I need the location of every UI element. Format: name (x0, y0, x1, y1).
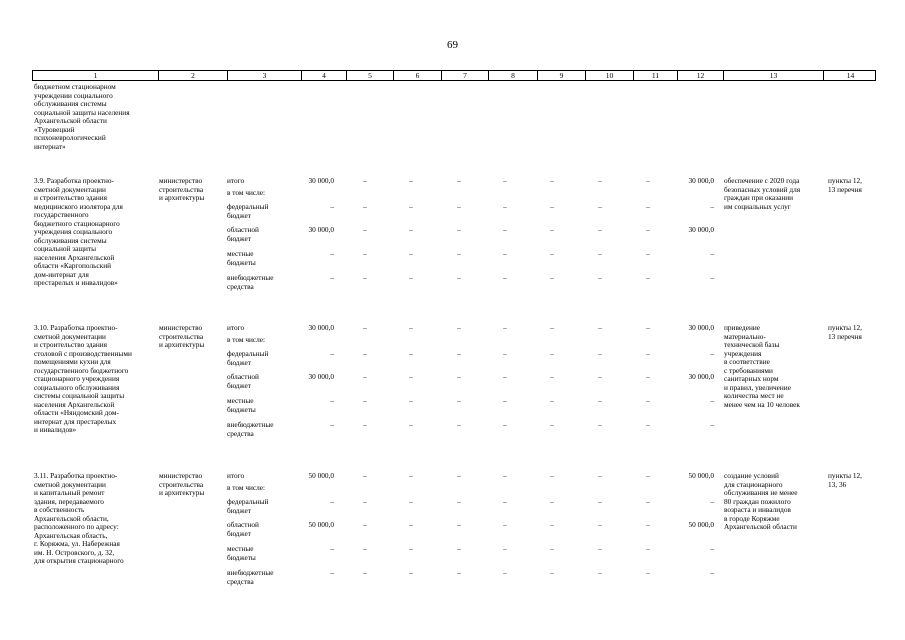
amount-col-12: 50 000,0 (688, 520, 714, 529)
amount-col-12: – (710, 273, 714, 282)
header-col-13: 13 (723, 71, 823, 80)
funding-source: внебюджетные средства (227, 420, 274, 438)
amount-dash-col-7: – (457, 520, 461, 529)
amount-dash-col-11: – (646, 520, 650, 529)
funding-source: итого (227, 176, 245, 185)
amount-total: 50 000,0 (308, 471, 334, 480)
amount-dash-col-6: – (409, 568, 413, 577)
continued-entry-text: бюджетном стационарном учреждении социального обслуживания системы социальной защиты населения Архангельской области «Туровецкий психоневрологический интернат» (34, 82, 130, 151)
entry-name: 3.10. Разработка проектно- сметной документации и строительство здания столовой с производственными помещениями кухни для государственного бюджетного стационарного учреждения социального обслуживания системы социальной защиты населения Архангельской области «Няндомский дом- интернат для престарелых и инвалидов» (34, 323, 132, 434)
entry-executor: министерство строительства и архитектуры (159, 323, 205, 349)
amount-dash-col-7: – (457, 225, 461, 234)
amount-dash-col-6: – (409, 349, 413, 358)
amount-dash-col-9: – (550, 544, 554, 553)
amount-col-12: – (710, 349, 714, 358)
header-col-11: 11 (633, 71, 677, 80)
funding-source: в том числе: (227, 188, 266, 197)
amount-dash-col-6: – (409, 273, 413, 282)
amount-dash-col-11: – (646, 568, 650, 577)
amount-dash-col-6: – (409, 471, 413, 480)
amount-dash-col-7: – (457, 176, 461, 185)
amount-total: – (330, 497, 334, 506)
amount-dash-col-9: – (550, 273, 554, 282)
amount-dash-col-7: – (457, 323, 461, 332)
amount-dash-col-10: – (598, 520, 602, 529)
funding-source: итого (227, 323, 245, 332)
amount-dash-col-6: – (409, 225, 413, 234)
amount-dash-col-8: – (503, 497, 507, 506)
amount-dash-col-8: – (503, 420, 507, 429)
amount-dash-col-10: – (598, 420, 602, 429)
amount-dash-col-8: – (503, 568, 507, 577)
header-col-5: 5 (346, 71, 393, 80)
amount-dash-col-9: – (550, 349, 554, 358)
amount-dash-col-10: – (598, 471, 602, 480)
amount-col-12: 30 000,0 (688, 372, 714, 381)
header-col-8: 8 (488, 71, 537, 80)
amount-dash-col-9: – (550, 520, 554, 529)
amount-dash-col-11: – (646, 372, 650, 381)
amount-dash-col-8: – (503, 520, 507, 529)
amount-dash-col-9: – (550, 225, 554, 234)
entry-refs: пункты 12, 13, 36 (828, 471, 862, 489)
amount-dash-col-6: – (409, 420, 413, 429)
amount-dash-col-5: – (363, 372, 367, 381)
amount-dash-col-10: – (598, 568, 602, 577)
funding-source: в том числе: (227, 335, 266, 344)
entry-refs: пункты 12, 13 перечня (828, 176, 862, 194)
amount-dash-col-11: – (646, 323, 650, 332)
amount-dash-col-5: – (363, 396, 367, 405)
amount-col-12: 30 000,0 (688, 225, 714, 234)
amount-dash-col-11: – (646, 471, 650, 480)
amount-col-12: 50 000,0 (688, 471, 714, 480)
amount-total: – (330, 568, 334, 577)
funding-source: внебюджетные средства (227, 568, 274, 586)
amount-dash-col-11: – (646, 420, 650, 429)
amount-dash-col-5: – (363, 349, 367, 358)
amount-total: 30 000,0 (308, 323, 334, 332)
amount-dash-col-5: – (363, 520, 367, 529)
amount-dash-col-6: – (409, 520, 413, 529)
header-col-2: 2 (158, 71, 227, 80)
amount-dash-col-7: – (457, 349, 461, 358)
amount-total: 50 000,0 (308, 520, 334, 529)
amount-dash-col-7: – (457, 249, 461, 258)
header-col-14: 14 (823, 71, 877, 80)
amount-dash-col-11: – (646, 273, 650, 282)
amount-dash-col-8: – (503, 273, 507, 282)
amount-dash-col-5: – (363, 497, 367, 506)
amount-dash-col-10: – (598, 497, 602, 506)
amount-total: – (330, 396, 334, 405)
amount-dash-col-11: – (646, 249, 650, 258)
amount-col-12: – (710, 202, 714, 211)
funding-source: местные бюджеты (227, 544, 256, 562)
amount-dash-col-6: – (409, 372, 413, 381)
entry-name: 3.9. Разработка проектно- сметной документации и строительство здания медицинского изолятора для государственного бюджетного стационарного учреждения социального обслуживания системы социальной защиты населения Архангельской области «Каргопольский дом-интернат для престарелых и инвалидов» (34, 176, 123, 287)
amount-dash-col-9: – (550, 497, 554, 506)
header-col-12: 12 (677, 71, 723, 80)
header-col-3: 3 (227, 71, 301, 80)
amount-dash-col-8: – (503, 544, 507, 553)
funding-source: в том числе: (227, 483, 266, 492)
amount-dash-col-9: – (550, 249, 554, 258)
amount-dash-col-7: – (457, 396, 461, 405)
amount-dash-col-11: – (646, 202, 650, 211)
header-col-10: 10 (585, 71, 633, 80)
amount-dash-col-10: – (598, 323, 602, 332)
amount-dash-col-9: – (550, 176, 554, 185)
amount-dash-col-9: – (550, 396, 554, 405)
header-col-1: 1 (93, 71, 98, 80)
header-col-7: 7 (441, 71, 488, 80)
amount-dash-col-10: – (598, 349, 602, 358)
amount-dash-col-5: – (363, 568, 367, 577)
amount-dash-col-8: – (503, 202, 507, 211)
amount-dash-col-11: – (646, 396, 650, 405)
amount-col-12: 30 000,0 (688, 176, 714, 185)
amount-total: 30 000,0 (308, 225, 334, 234)
amount-col-12: – (710, 544, 714, 553)
amount-total: 30 000,0 (308, 372, 334, 381)
amount-dash-col-10: – (598, 225, 602, 234)
amount-dash-col-10: – (598, 396, 602, 405)
amount-dash-col-7: – (457, 568, 461, 577)
header-col-6: 6 (393, 71, 441, 80)
amount-col-12: – (710, 568, 714, 577)
amount-col-12: 30 000,0 (688, 323, 714, 332)
amount-dash-col-10: – (598, 544, 602, 553)
table-header-row (32, 70, 876, 81)
amount-dash-col-8: – (503, 323, 507, 332)
amount-dash-col-10: – (598, 372, 602, 381)
amount-dash-col-10: – (598, 202, 602, 211)
amount-dash-col-6: – (409, 176, 413, 185)
amount-dash-col-5: – (363, 225, 367, 234)
funding-source: внебюджетные средства (227, 273, 274, 291)
header-col-4: 4 (301, 71, 346, 80)
entry-executor: министерство строительства и архитектуры (159, 471, 205, 497)
amount-dash-col-7: – (457, 544, 461, 553)
amount-col-12: – (710, 420, 714, 429)
amount-dash-col-5: – (363, 471, 367, 480)
amount-dash-col-5: – (363, 544, 367, 553)
amount-dash-col-7: – (457, 471, 461, 480)
funding-source: местные бюджеты (227, 396, 256, 414)
amount-dash-col-11: – (646, 544, 650, 553)
amount-dash-col-5: – (363, 176, 367, 185)
amount-dash-col-8: – (503, 249, 507, 258)
amount-dash-col-11: – (646, 349, 650, 358)
amount-total: – (330, 544, 334, 553)
amount-dash-col-8: – (503, 396, 507, 405)
amount-dash-col-5: – (363, 420, 367, 429)
funding-source: областной бюджет (227, 520, 259, 538)
amount-total: – (330, 202, 334, 211)
entry-executor: министерство строительства и архитектуры (159, 176, 205, 202)
amount-dash-col-9: – (550, 372, 554, 381)
amount-dash-col-10: – (598, 273, 602, 282)
amount-dash-col-5: – (363, 202, 367, 211)
entry-result: приведение материально- технической базы учреждения в соответствие с требованиями санитарных норм и правил, увеличение количества мест не менее чем на 10 человек (724, 323, 800, 409)
amount-dash-col-6: – (409, 323, 413, 332)
funding-source: федеральный бюджет (227, 202, 269, 220)
header-col-9: 9 (537, 71, 585, 80)
amount-dash-col-9: – (550, 323, 554, 332)
amount-dash-col-5: – (363, 249, 367, 258)
amount-dash-col-8: – (503, 225, 507, 234)
amount-dash-col-8: – (503, 349, 507, 358)
amount-total: 30 000,0 (308, 176, 334, 185)
amount-dash-col-8: – (503, 176, 507, 185)
funding-source: федеральный бюджет (227, 349, 269, 367)
funding-source: федеральный бюджет (227, 497, 269, 515)
amount-col-12: – (710, 497, 714, 506)
amount-dash-col-8: – (503, 471, 507, 480)
amount-dash-col-7: – (457, 273, 461, 282)
amount-dash-col-10: – (598, 249, 602, 258)
amount-total: – (330, 420, 334, 429)
amount-dash-col-8: – (503, 372, 507, 381)
amount-dash-col-6: – (409, 202, 413, 211)
amount-dash-col-9: – (550, 202, 554, 211)
amount-dash-col-7: – (457, 202, 461, 211)
page-number: 69 (447, 39, 458, 51)
entry-name: 3.11. Разработка проектно- сметной документации и капитальный ремонт здания, передаваемого в собственность Архангельской области, расположенного по адресу: Архангельская область, г. Коряжма, ул. Набережная им. Н. Островского, д. 32, для открытия стационарного (34, 471, 124, 565)
amount-dash-col-9: – (550, 420, 554, 429)
amount-dash-col-5: – (363, 273, 367, 282)
amount-col-12: – (710, 249, 714, 258)
amount-total: – (330, 249, 334, 258)
amount-total: – (330, 273, 334, 282)
entry-result: обеспечение с 2020 года безопасных условий для граждан при оказании им социальных услуг (724, 176, 801, 211)
amount-dash-col-11: – (646, 176, 650, 185)
amount-dash-col-5: – (363, 323, 367, 332)
entry-result: создание условий для стационарного обслуживания не менее 80 граждан пожилого возраста и инвалидов в городе Коряжме Архангельской области (724, 471, 798, 531)
amount-dash-col-7: – (457, 420, 461, 429)
funding-source: областной бюджет (227, 225, 259, 243)
amount-dash-col-6: – (409, 497, 413, 506)
entry-refs: пункты 12, 13 перечня (828, 323, 862, 341)
amount-dash-col-6: – (409, 249, 413, 258)
amount-total: – (330, 349, 334, 358)
amount-dash-col-7: – (457, 372, 461, 381)
amount-dash-col-11: – (646, 225, 650, 234)
amount-col-12: – (710, 396, 714, 405)
amount-dash-col-6: – (409, 396, 413, 405)
amount-dash-col-7: – (457, 497, 461, 506)
amount-dash-col-10: – (598, 176, 602, 185)
amount-dash-col-11: – (646, 497, 650, 506)
funding-source: местные бюджеты (227, 249, 256, 267)
amount-dash-col-9: – (550, 471, 554, 480)
amount-dash-col-9: – (550, 568, 554, 577)
amount-dash-col-6: – (409, 544, 413, 553)
funding-source: областной бюджет (227, 372, 259, 390)
funding-source: итого (227, 471, 245, 480)
